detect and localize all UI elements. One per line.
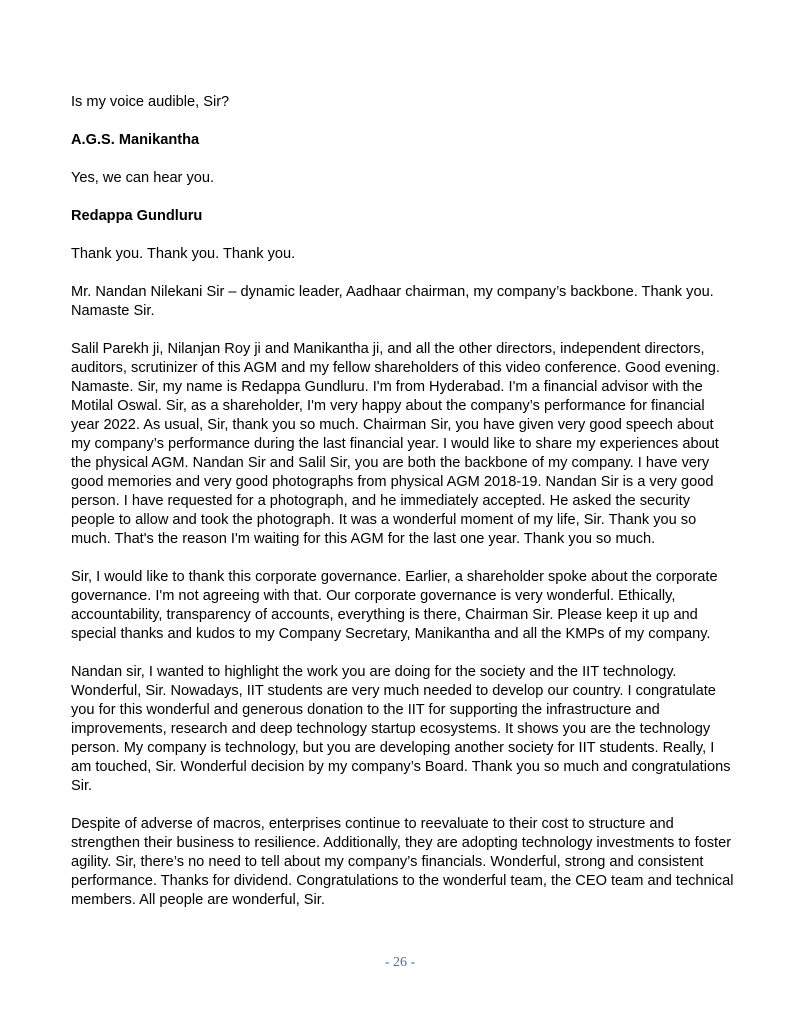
transcript-paragraph: Salil Parekh ji, Nilanjan Roy ji and Manikantha ji, and all the other directors, independent directors, auditors, scrutinizer of this AGM and my fellow shareholders of this video conference. Good evening. Namaste. Sir, my name is Redappa Gundluru. I'm from Hyderabad. I'm a financial advisor with the Motilal Oswal. Sir, as a shareholder, I'm very happy about the company’s performance for financial year 2022. As usual, Sir, thank you so much. Chairman Sir, you have given very good speech about my company’s performance during the last financial year. I would like to share my experiences about the physical AGM. Nandan Sir and Salil Sir, you are both the backbone of my company. I have very good memories and very good photographs from physical AGM 2018-19. Nandan Sir is a very good person. I have requested for a photograph, and he immediately accepted. He asked the security people to allow and took the photograph. It was a wonderful moment of my life, Sir. Thank you so much. That's the reason I'm waiting for this AGM for the last one year. Thank you so much. (71, 341, 720, 547)
transcript-paragraph: Is my voice audible, Sir? (71, 94, 230, 110)
transcript-paragraph: Thank you. Thank you. Thank you. (71, 246, 296, 262)
transcript-paragraph: Mr. Nandan Nilekani Sir – dynamic leader, Aadhaar chairman, my company’s backbone. Thank you. Namaste Sir. (71, 284, 714, 319)
document-body (71, 93, 736, 929)
speaker-name: A.G.S. Manikantha (71, 132, 200, 148)
page-number: - 26 - (384, 955, 416, 970)
transcript-paragraph: Yes, we can hear you. (71, 170, 215, 186)
transcript-paragraph: Despite of adverse of macros, enterprises continue to reevaluate to their cost to structure and strengthen their business to resilience. Additionally, they are adopting technology investments to foster agility. Sir, there’s no need to tell about my company’s financials. Wonderful, strong and consistent performance. Thanks for dividend. Congratulations to the wonderful team, the CEO team and technical members. All people are wonderful, Sir. (71, 816, 734, 908)
speaker-name: Redappa Gundluru (71, 208, 203, 224)
transcript-paragraph: Sir, I would like to thank this corporate governance. Earlier, a shareholder spoke about the corporate governance. I'm not agreeing with that. Our corporate governance is very wonderful. Ethically, accountability, transparency of accounts, everything is there, Chairman Sir. Please keep it up and special thanks and kudos to my Company Secretary, Manikantha and all the KMPs of my company. (71, 569, 718, 642)
transcript-paragraph: Nandan sir, I wanted to highlight the work you are doing for the society and the IIT technology. Wonderful, Sir. Nowadays, IIT students are very much needed to develop our country. I congratulate you for this wonderful and generous donation to the IIT for supporting the infrastructure and improvements, research and deep technology startup ecosystems. It shows you are the technology person. My company is technology, but you are developing another society for IIT students. Really, I am touched, Sir. Wonderful decision by my company’s Board. Thank you so much and congratulations Sir. (71, 664, 731, 794)
